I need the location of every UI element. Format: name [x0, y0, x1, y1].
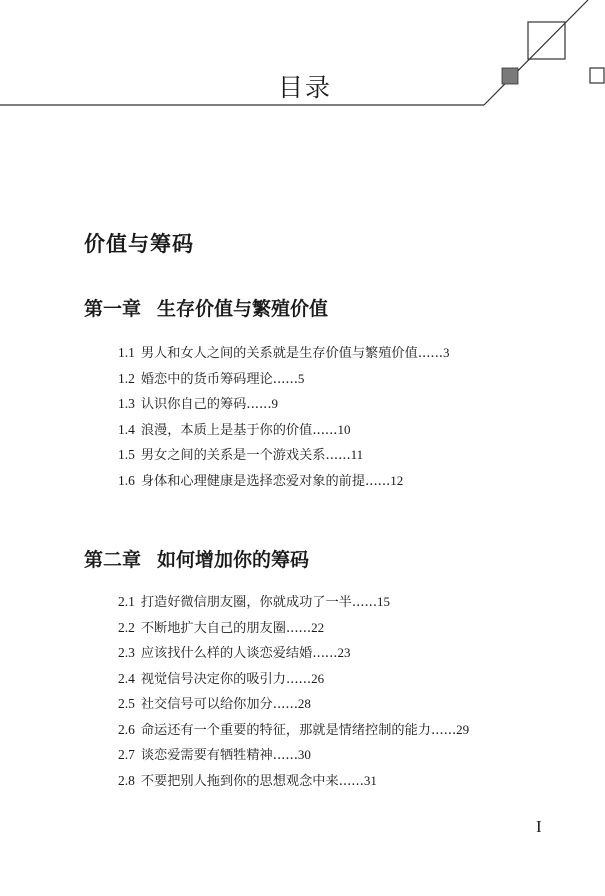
entry-number: 2.6 [118, 721, 135, 737]
entry-leader: ...... [272, 748, 298, 763]
entry-page: 15 [377, 594, 391, 609]
toc-entry[interactable] [118, 717, 469, 743]
entry-page: 26 [311, 670, 325, 686]
entry-leader: ...... [365, 473, 391, 489]
entry-title: 视觉信号决定你的吸引力 [140, 671, 286, 687]
header-outline-square [528, 22, 565, 59]
entry-title: 不断地扩大自己的朋友圈 [140, 620, 286, 636]
page-title: 目录 [278, 73, 333, 102]
entry-number: 1.4 [118, 421, 135, 437]
entry-page: 29 [456, 721, 470, 737]
entry-page: 9 [271, 396, 279, 411]
toc-entry[interactable] [118, 391, 449, 417]
entry-number: 1.5 [118, 447, 135, 462]
toc-entry[interactable] [118, 615, 469, 641]
entry-page: 10 [337, 421, 351, 437]
entry-leader: ...... [272, 371, 298, 387]
header-filled-square [502, 68, 518, 84]
entry-page: 12 [390, 472, 404, 488]
entry-leader: ...... [285, 671, 312, 687]
entry-title: 打造好微信朋友圈，你就成功了一半 [140, 595, 352, 610]
entry-leader: ...... [325, 448, 351, 463]
toc-entry[interactable] [118, 366, 449, 392]
header-small-square [590, 68, 604, 83]
entry-title: 身体和心理健康是选择恋爱对象的前提 [140, 473, 366, 489]
chapter-heading [84, 294, 328, 321]
entry-number: 1.3 [118, 396, 135, 411]
entry-leader: ...... [431, 722, 457, 738]
entry-number: 2.1 [118, 594, 135, 609]
entry-page: 3 [442, 345, 450, 360]
chapter-entry-list [118, 589, 469, 793]
chapter-title: 如何增加你的筹码 [157, 549, 310, 571]
chapter-title: 生存价值与繁殖价值 [157, 298, 329, 320]
entry-title: 应该找什么样的人谈恋爱结婚 [140, 646, 313, 661]
chapter-heading [84, 545, 309, 572]
entry-number: 1.1 [118, 345, 135, 360]
toc-entry[interactable] [118, 742, 469, 768]
toc-entry[interactable] [118, 468, 449, 494]
entry-leader: ...... [285, 620, 312, 636]
entry-title: 社交信号可以给你加分 [140, 697, 273, 712]
entry-number: 2.4 [118, 670, 135, 686]
toc-entry[interactable] [118, 417, 449, 443]
toc-entry[interactable] [118, 340, 449, 366]
toc-entry[interactable] [118, 589, 469, 615]
entry-number: 2.2 [118, 619, 135, 635]
toc-entry[interactable] [118, 691, 469, 717]
entry-number: 1.6 [118, 472, 135, 488]
entry-page: 31 [363, 772, 377, 788]
section-title: 价值与筹码 [84, 231, 194, 256]
entry-number: 2.7 [118, 747, 135, 762]
entry-number: 2.3 [118, 645, 135, 660]
entry-title: 谈恋爱需要有牺牲精神 [140, 748, 273, 763]
entry-page: 22 [311, 619, 325, 635]
chapter-entry-list [118, 340, 449, 493]
toc-entry[interactable] [118, 442, 449, 468]
entry-title: 不要把别人拖到你的思想观念中来 [140, 773, 339, 789]
entry-page: 23 [337, 645, 351, 660]
entry-title: 认识你自己的筹码 [140, 397, 247, 412]
entry-leader: ...... [312, 646, 338, 661]
entry-title: 命运还有一个重要的特征，那就是情绪控制的能力 [140, 722, 431, 738]
entry-page: 28 [297, 696, 311, 711]
entry-leader: ...... [272, 697, 298, 712]
entry-leader: ...... [351, 595, 378, 610]
chapter-number: 第一章 [84, 298, 142, 320]
entry-leader: ...... [417, 346, 443, 361]
entry-page: 5 [297, 370, 305, 386]
chapter-number: 第二章 [84, 549, 142, 571]
toc-entry[interactable] [118, 768, 469, 794]
toc-entry[interactable] [118, 640, 469, 666]
entry-number: 1.2 [118, 370, 135, 386]
entry-leader: ...... [312, 422, 338, 438]
page-number: I [536, 817, 542, 836]
entry-title: 浪漫，本质上是基于你的价值 [140, 422, 313, 438]
header-diagonal [484, 0, 588, 105]
entry-title: 男女之间的关系是一个游戏关系 [140, 448, 326, 463]
entry-title: 婚恋中的货币筹码理论 [140, 371, 273, 387]
entry-page: 30 [297, 747, 311, 762]
entry-number: 2.5 [118, 696, 135, 711]
entry-page: 11 [350, 447, 364, 462]
entry-leader: ...... [338, 773, 364, 789]
entry-leader: ...... [246, 397, 272, 412]
entry-number: 2.8 [118, 772, 135, 788]
entry-title: 男人和女人之间的关系就是生存价值与繁殖价值 [140, 346, 418, 361]
toc-entry[interactable] [118, 666, 469, 692]
